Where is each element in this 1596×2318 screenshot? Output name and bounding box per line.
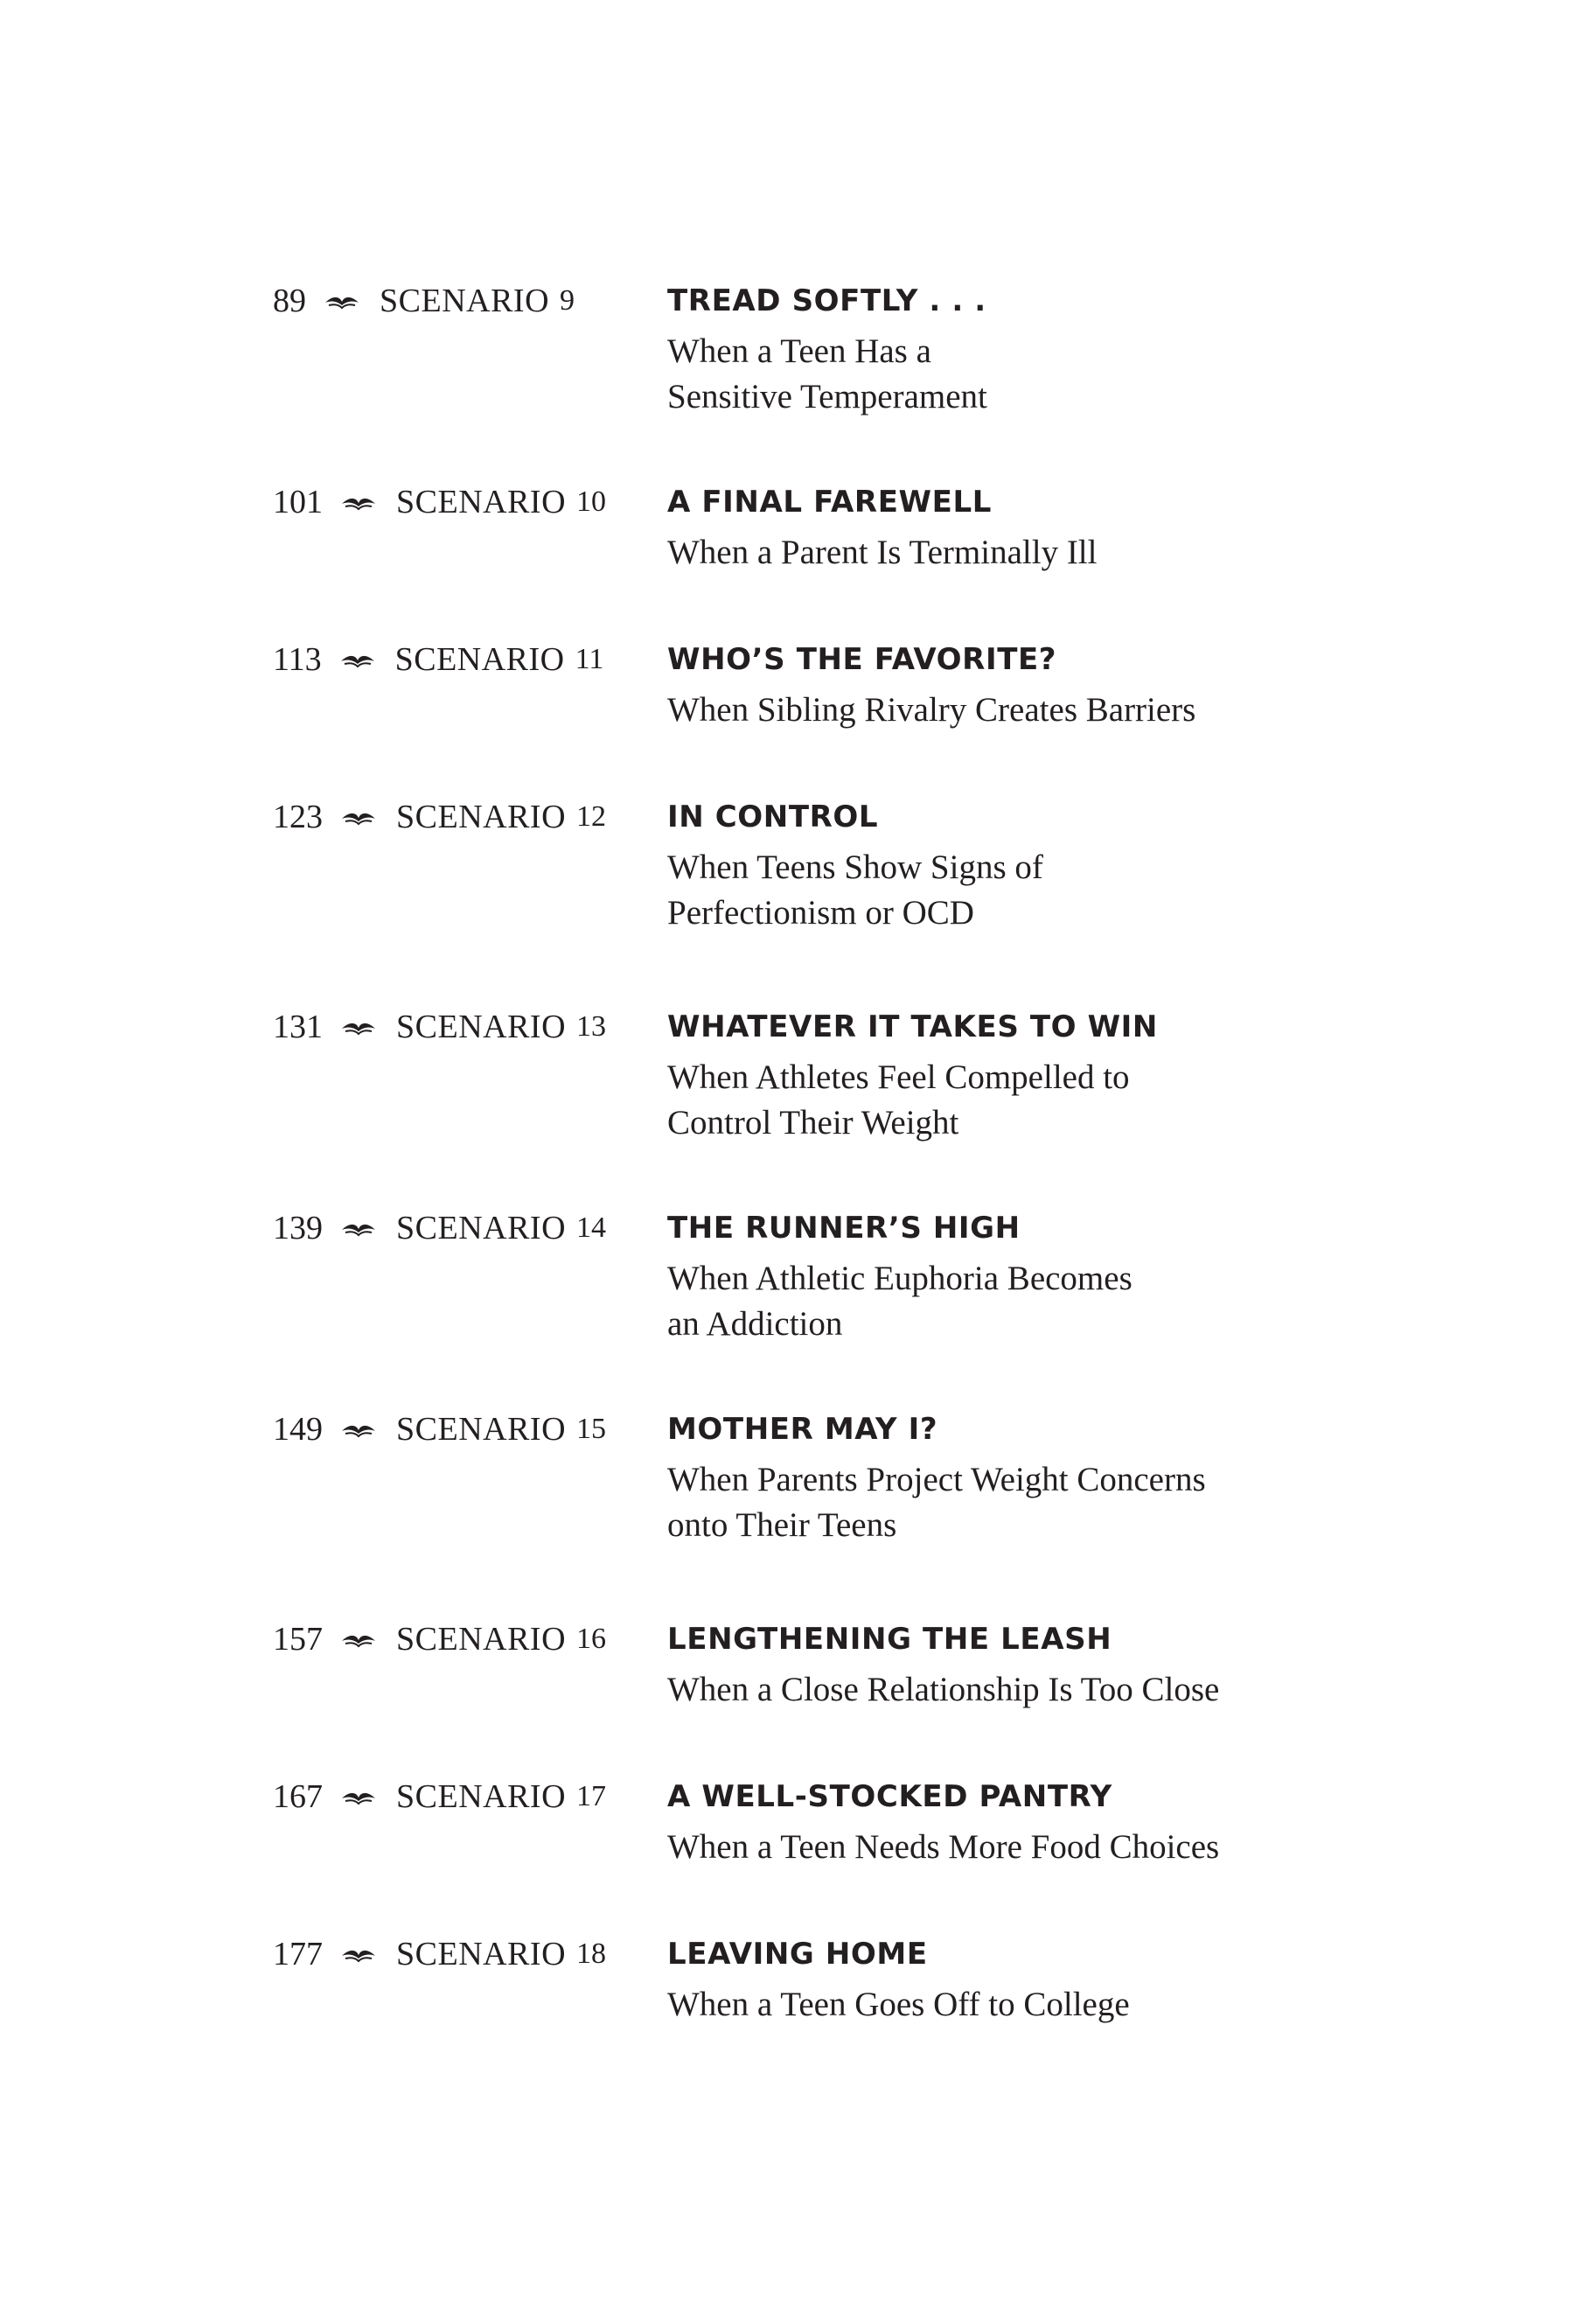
- toc-entry-text: [667, 278, 1332, 420]
- scenario-title: A FINAL FAREWELL: [667, 485, 992, 520]
- scenario-label: SCENARIO: [380, 283, 550, 319]
- scenario-number: 16: [576, 1623, 607, 1655]
- page-number: 101: [273, 484, 323, 520]
- scenario-number: 13: [576, 1010, 607, 1043]
- toc-entry-reference: [273, 1931, 606, 1977]
- scenario-label: SCENARIO: [396, 1411, 567, 1448]
- toc-entry-text: [667, 1004, 1332, 1146]
- scenario-subtitle: [667, 1667, 1332, 1713]
- scenario-number: 11: [575, 643, 604, 675]
- fleuron-icon: [339, 653, 376, 669]
- page-number: 131: [273, 1009, 323, 1045]
- scenario-number: 14: [576, 1211, 607, 1244]
- toc-entry-reference: [273, 794, 606, 840]
- fleuron-icon: [340, 1948, 377, 1964]
- subtitle-line: onto Their Teens: [667, 1506, 897, 1544]
- scenario-subtitle: [667, 845, 1332, 936]
- scenario-subtitle: [667, 329, 1332, 420]
- toc-entry-reference: [273, 637, 603, 682]
- subtitle-line: When Parents Project Weight Concerns: [667, 1461, 1206, 1498]
- fleuron-icon: [340, 1021, 377, 1037]
- fleuron-icon: [340, 1633, 377, 1649]
- scenario-number: 18: [576, 1937, 607, 1970]
- page-number: 89: [273, 283, 306, 319]
- scenario-subtitle: [667, 1982, 1332, 2028]
- page-number: 139: [273, 1210, 323, 1246]
- page-number: 123: [273, 799, 323, 835]
- scenario-number: 12: [576, 800, 607, 833]
- subtitle-line: When a Teen Has a: [667, 332, 931, 370]
- toc-entry-reference: [273, 1616, 606, 1662]
- subtitle-line: Sensitive Temperament: [667, 378, 987, 415]
- toc-entry-reference: [273, 1407, 606, 1452]
- scenario-title: WHATEVER IT TAKES TO WIN: [667, 1009, 1158, 1044]
- toc-entry-reference: [273, 479, 606, 525]
- toc-entry-reference: [273, 1774, 606, 1819]
- scenario-number: 15: [576, 1413, 607, 1445]
- scenario-title: A WELL-STOCKED PANTRY: [667, 1779, 1112, 1814]
- fleuron-icon: [340, 1791, 377, 1806]
- fleuron-icon: [340, 496, 377, 512]
- page-number: 157: [273, 1621, 323, 1658]
- scenario-title: TREAD SOFTLY . . .: [667, 283, 986, 318]
- page-number: 149: [273, 1411, 323, 1448]
- subtitle-line: an Addiction: [667, 1305, 843, 1343]
- fleuron-icon: [324, 295, 360, 311]
- subtitle-line: When a Close Relationship Is Too Close: [667, 1671, 1220, 1708]
- page-number: 167: [273, 1778, 323, 1815]
- toc-entry-text: [667, 1616, 1332, 1713]
- scenario-subtitle: [667, 530, 1332, 576]
- subtitle-line: When a Parent Is Terminally Ill: [667, 534, 1098, 571]
- toc-entry-text: [667, 479, 1332, 576]
- scenario-title: LENGTHENING THE LEASH: [667, 1622, 1112, 1657]
- scenario-title: IN CONTROL: [667, 799, 879, 834]
- scenario-subtitle: [667, 1055, 1332, 1146]
- scenario-subtitle: [667, 1256, 1332, 1347]
- fleuron-icon: [340, 1423, 377, 1439]
- toc-entry-reference: [273, 278, 575, 324]
- subtitle-line: When a Teen Needs More Food Choices: [667, 1828, 1220, 1866]
- scenario-subtitle: [667, 1457, 1332, 1548]
- toc-entry-text: [667, 1774, 1332, 1870]
- subtitle-line: When Athletes Feel Compelled to: [667, 1058, 1130, 1096]
- subtitle-line: Perfectionism or OCD: [667, 894, 974, 932]
- scenario-label: SCENARIO: [396, 1621, 567, 1658]
- scenario-label: SCENARIO: [396, 1936, 567, 1972]
- subtitle-line: Control Their Weight: [667, 1104, 959, 1142]
- page-number: 113: [273, 641, 322, 678]
- scenario-number: 10: [576, 485, 607, 518]
- scenario-title: WHO’S THE FAVORITE?: [667, 642, 1057, 677]
- scenario-subtitle: [667, 1825, 1332, 1870]
- fleuron-icon: [340, 1222, 377, 1238]
- scenario-label: SCENARIO: [396, 799, 567, 835]
- subtitle-line: When Teens Show Signs of: [667, 848, 1043, 886]
- subtitle-line: When a Teen Goes Off to College: [667, 1986, 1130, 2023]
- scenario-title: MOTHER MAY I?: [667, 1412, 938, 1447]
- subtitle-line: When Sibling Rivalry Creates Barriers: [667, 691, 1196, 729]
- scenario-label: SCENARIO: [396, 1210, 567, 1246]
- fleuron-icon: [340, 811, 377, 827]
- toc-entry-text: [667, 1205, 1332, 1347]
- scenario-title: LEAVING HOME: [667, 1937, 928, 1972]
- toc-entry-reference: [273, 1004, 606, 1050]
- scenario-label: SCENARIO: [396, 1778, 567, 1815]
- toc-entry-reference: [273, 1205, 606, 1251]
- toc-entry-text: [667, 794, 1332, 936]
- scenario-label: SCENARIO: [394, 641, 565, 678]
- scenario-number: 9: [560, 284, 575, 317]
- scenario-label: SCENARIO: [396, 484, 567, 520]
- scenario-title: THE RUNNER’S HIGH: [667, 1211, 1021, 1246]
- scenario-label: SCENARIO: [396, 1009, 567, 1045]
- subtitle-line: When Athletic Euphoria Becomes: [667, 1260, 1133, 1297]
- scenario-number: 17: [576, 1780, 607, 1812]
- toc-entry-text: [667, 637, 1332, 733]
- toc-entry-text: [667, 1407, 1332, 1548]
- page-number: 177: [273, 1936, 323, 1972]
- toc-entry-text: [667, 1931, 1332, 2028]
- scenario-subtitle: [667, 688, 1332, 733]
